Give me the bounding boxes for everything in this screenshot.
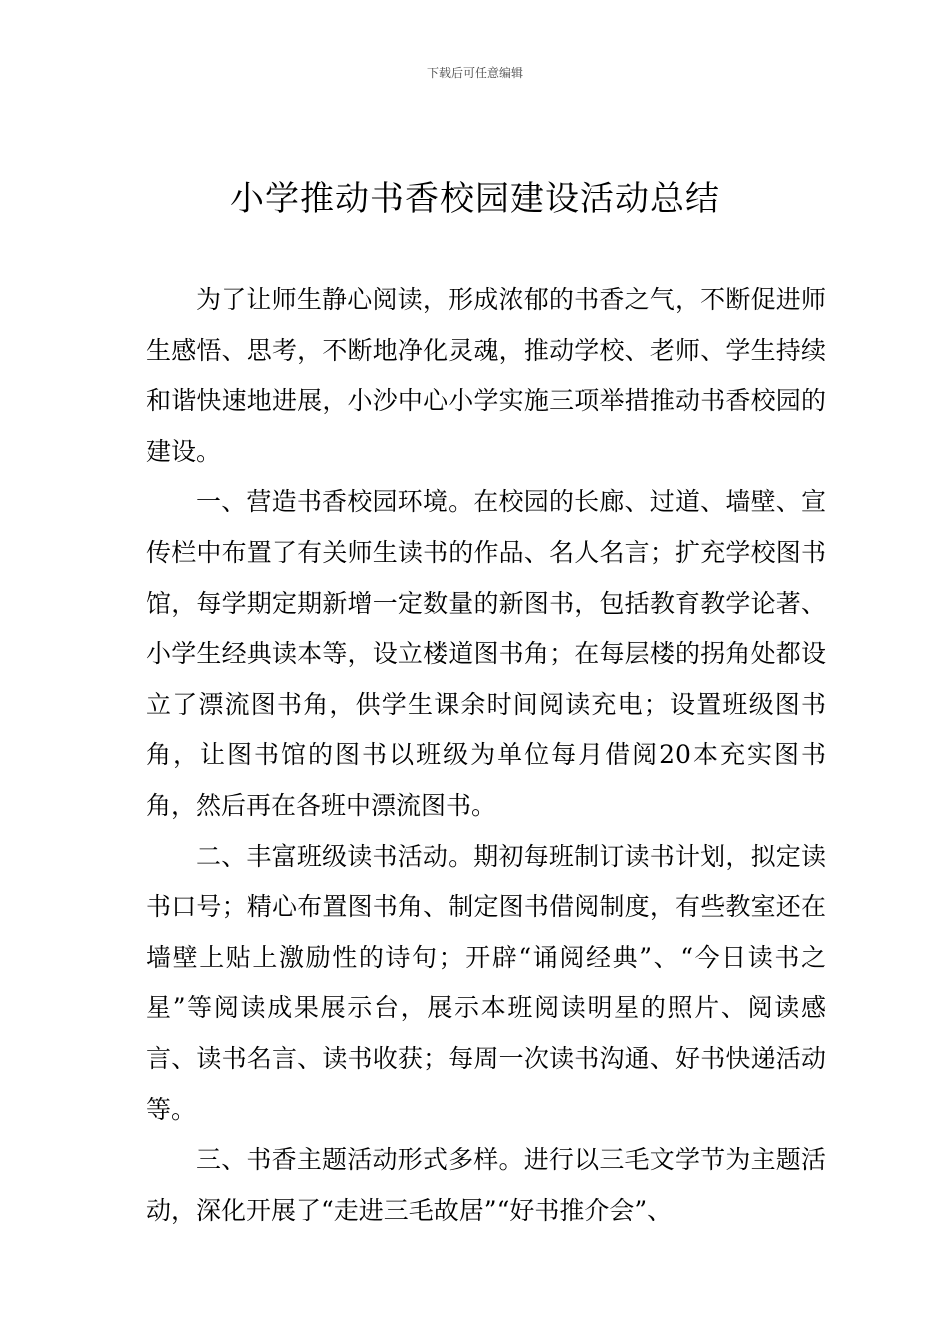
page-header-note: 下载后可任意编辑 <box>426 66 523 80</box>
document-body <box>146 275 826 1236</box>
paragraph-environment: 一、营造书香校园环境。在校园的长廊、过道、墙壁、宣传栏中布置了有关师生读书的作品、名人名言；扩充学校图书馆，每学期定期新增一定数量的新图书，包括教育教学论著、小学生经典读本等，设立楼道图书角；在每层楼的拐角处都设立了漂流图书角，供学生课余时间阅读充电；设置班级图书角，让图书馆的图书以班级为单位每月借阅20本充实图书角，然后再在各班中漂流图书。 <box>146 487 826 820</box>
document-title: 小学推动书香校园建设活动总结 <box>230 179 720 219</box>
paragraph-theme-activities: 三、书香主题活动形式多样。进行以三毛文学节为主题活动，深化开展了“走进三毛故居”“好书推介会”、 <box>146 1145 826 1225</box>
paragraph-intro: 为了让师生静心阅读，形成浓郁的书香之气，不断促进师生感悟、思考，不断地净化灵魂，推动学校、老师、学生持续和谐快速地进展，小沙中心小学实施三项举措推动书香校园的建设。 <box>146 285 826 466</box>
paragraph-class-activities: 二、丰富班级读书活动。期初每班制订读书计划，拟定读书口号；精心布置图书角、制定图书借阅制度，有些教室还在墙壁上贴上激励性的诗句；开辟“诵阅经典”、“今日读书之星”等阅读成果展示台，展示本班阅读明星的照片、阅读感言、读书名言、读书收获；每周一次读书沟通、好书快递活动等。 <box>146 841 826 1124</box>
